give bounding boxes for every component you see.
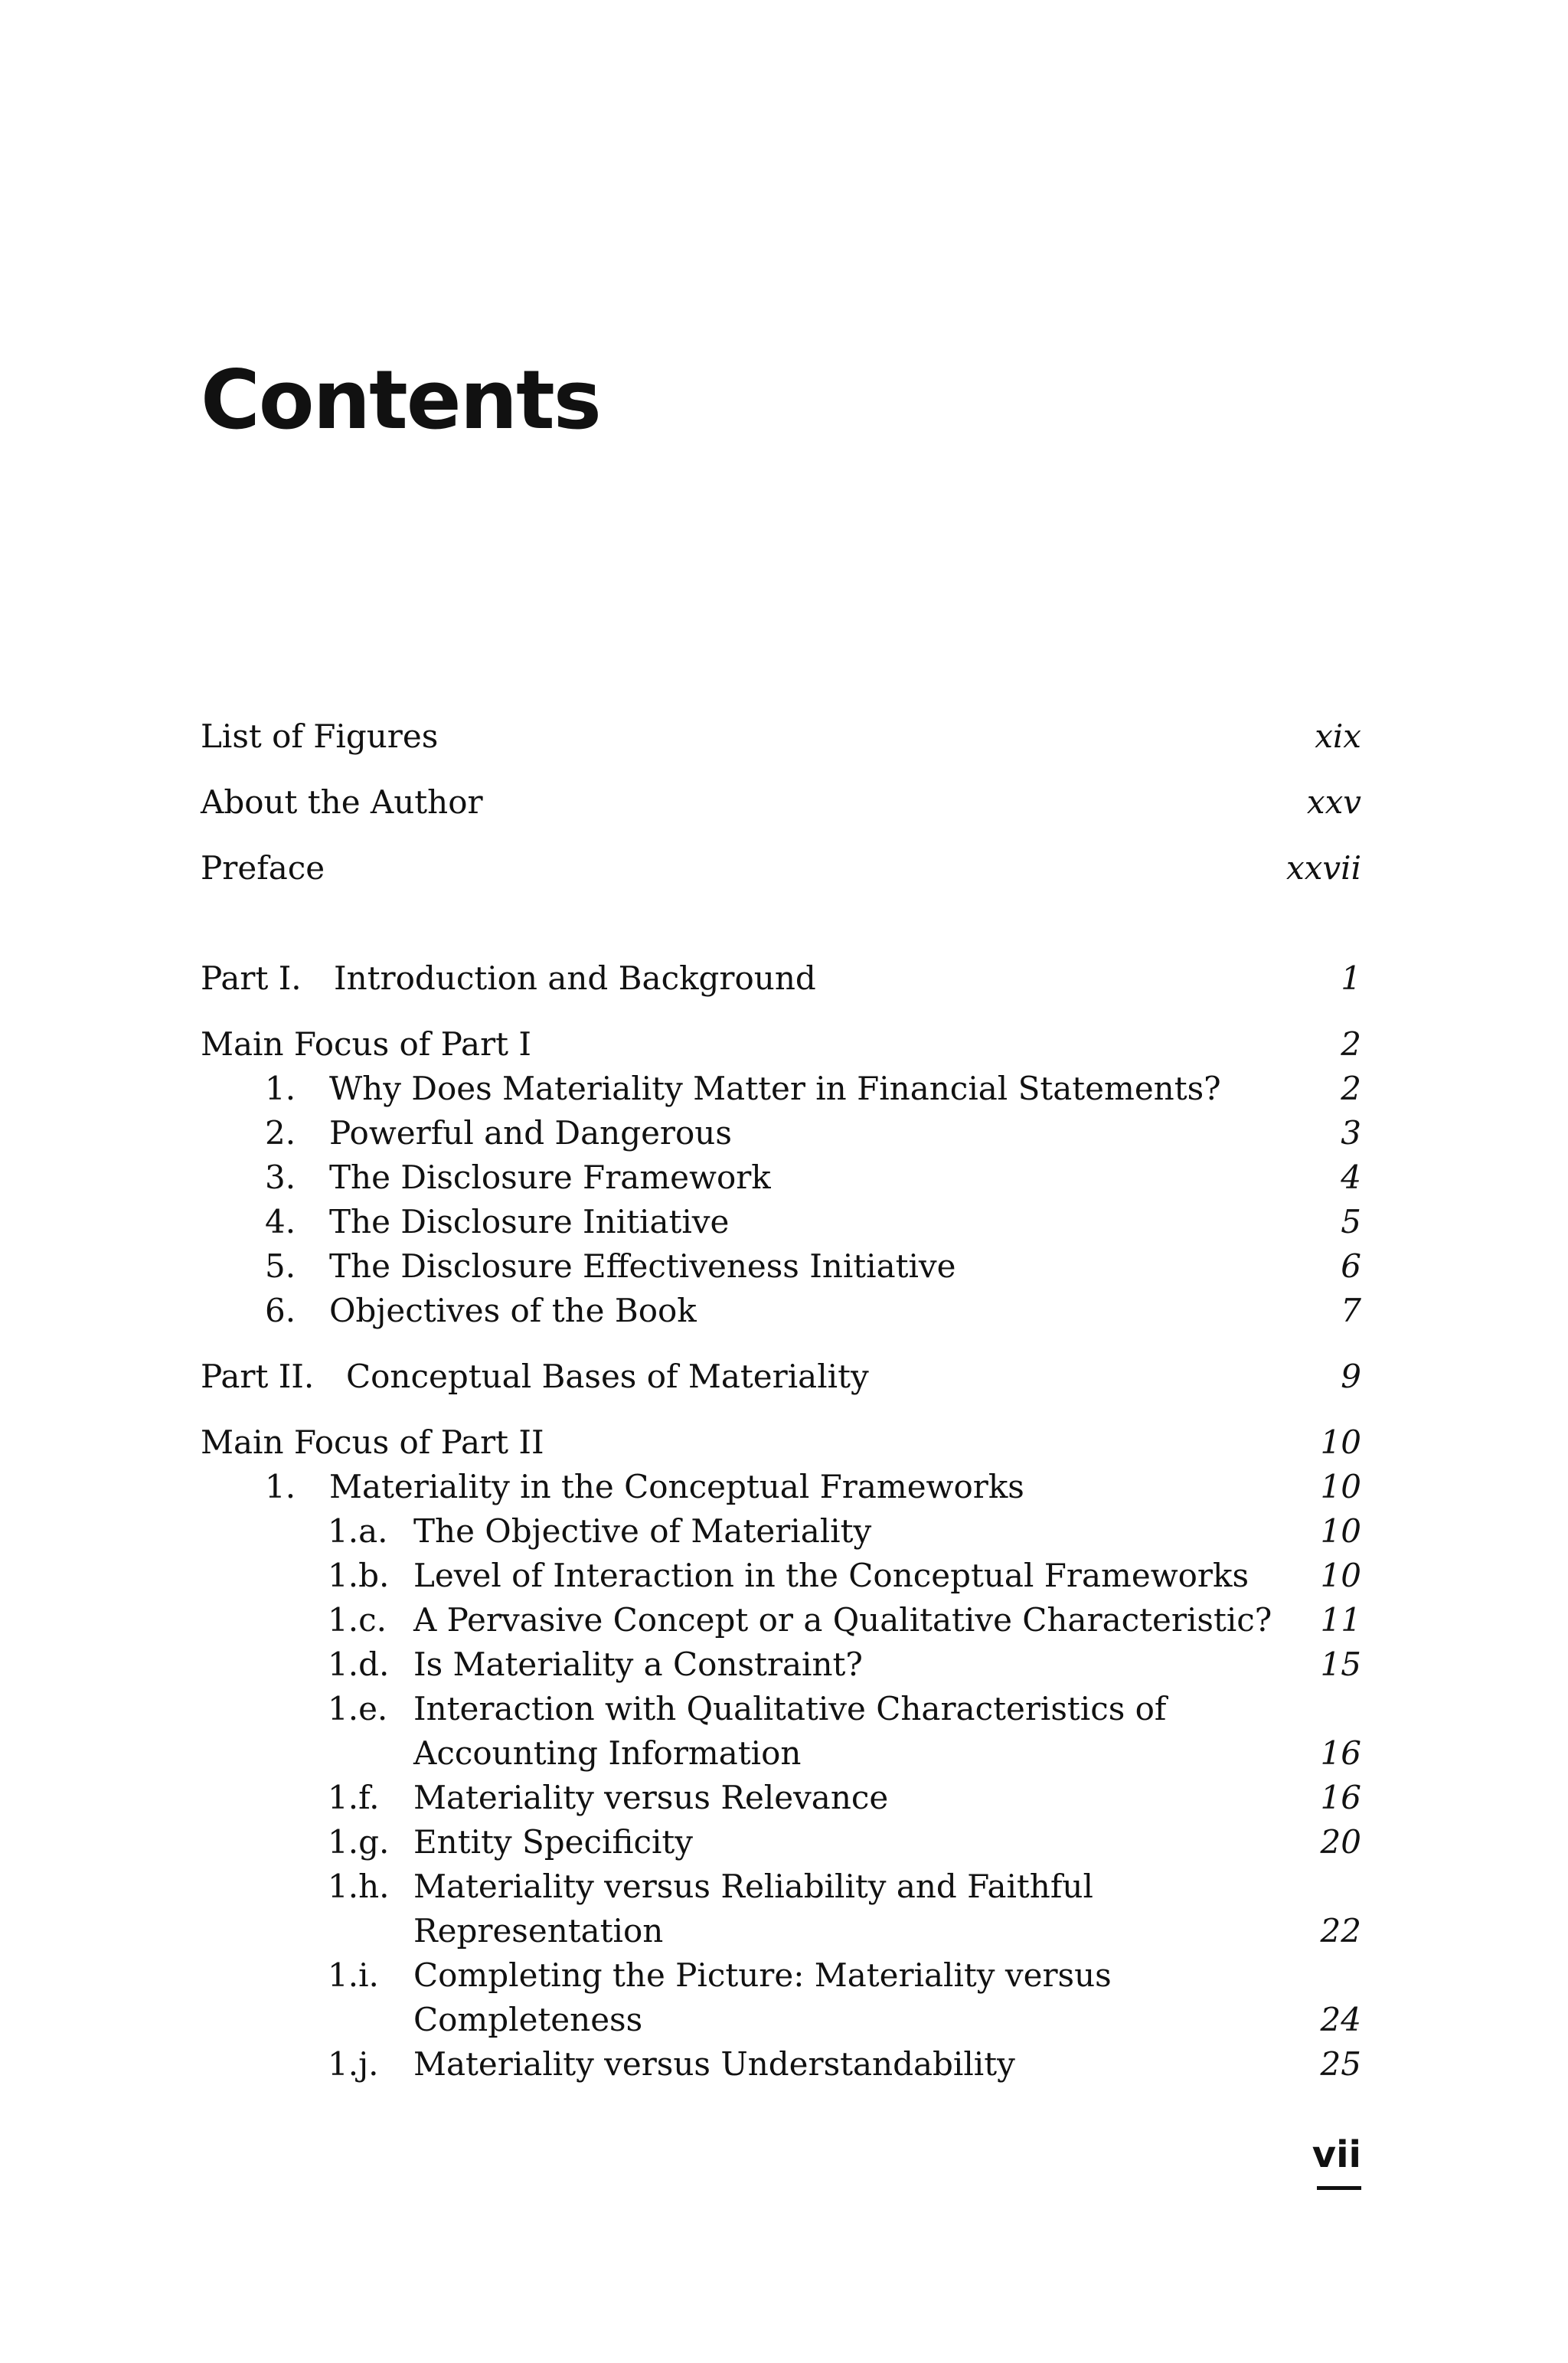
toc-entry-part-i bbox=[201, 957, 816, 1000]
toc-subentry bbox=[328, 1776, 888, 1819]
toc-number: 5. bbox=[265, 1247, 296, 1285]
toc-label: The Disclosure Initiative bbox=[329, 1203, 730, 1240]
toc-label: Level of Interaction in the Conceptual Frameworks bbox=[413, 1557, 1250, 1594]
toc-page-number: 3 bbox=[1341, 1114, 1361, 1152]
toc-number: 1.f. bbox=[328, 1779, 380, 1816]
toc-label: Materiality versus Understandability bbox=[413, 2045, 1015, 2083]
toc-subentry bbox=[328, 1510, 871, 1553]
toc-subentry bbox=[328, 1688, 1166, 1731]
toc-label: Conceptual Bases of Materiality bbox=[346, 1358, 869, 1395]
toc-page-number: 15 bbox=[1320, 1646, 1361, 1683]
toc-entry bbox=[265, 1201, 729, 1244]
folio-page-number: vii bbox=[1312, 2133, 1361, 2176]
toc-label: Introduction and Background bbox=[334, 959, 816, 997]
toc-subentry-continuation bbox=[413, 1732, 801, 1775]
toc-number: 1.e. bbox=[328, 1690, 388, 1727]
toc-page-number: 2 bbox=[1341, 1025, 1361, 1063]
toc-entry bbox=[265, 1466, 1024, 1508]
toc-subentry bbox=[328, 1599, 1272, 1642]
toc-page-number: 10 bbox=[1320, 1557, 1361, 1594]
toc-subentry-continuation bbox=[413, 1999, 642, 2041]
toc-label: About the Author bbox=[201, 783, 483, 821]
toc-page-number: 16 bbox=[1320, 1779, 1361, 1816]
toc-label: List of Figures bbox=[201, 717, 439, 755]
toc-number: 1.a. bbox=[328, 1512, 388, 1550]
toc-page-number: 10 bbox=[1320, 1512, 1361, 1550]
toc-page-number: 1 bbox=[1341, 959, 1361, 997]
toc-number: 1. bbox=[265, 1070, 296, 1107]
page-title: Contents bbox=[201, 353, 600, 447]
toc-label: Is Materiality a Constraint? bbox=[413, 1646, 863, 1683]
toc-label: Entity Specificity bbox=[413, 1823, 694, 1861]
toc-entry-list-of-figures bbox=[201, 715, 438, 758]
toc-label: Completeness bbox=[413, 2001, 643, 2038]
toc-page-number: 16 bbox=[1320, 1734, 1361, 1772]
toc-subentry bbox=[328, 2043, 1015, 2086]
toc-page-number: 5 bbox=[1341, 1203, 1361, 1240]
toc-number: 1.i. bbox=[328, 1956, 379, 1994]
toc-entry-part-ii bbox=[201, 1355, 869, 1398]
toc-entry bbox=[265, 1289, 697, 1332]
toc-number: 1. bbox=[265, 1468, 296, 1505]
toc-page-number: 24 bbox=[1320, 2001, 1361, 2038]
toc-label: Materiality versus Reliability and Faithful bbox=[413, 1868, 1093, 1905]
toc-page-number: 9 bbox=[1341, 1358, 1361, 1395]
toc-entry bbox=[265, 1067, 1221, 1110]
toc-number: 1.c. bbox=[328, 1601, 387, 1639]
toc-entry bbox=[265, 1245, 956, 1288]
toc-page-number: xxvii bbox=[1286, 849, 1361, 887]
toc-page-number: 7 bbox=[1341, 1292, 1361, 1329]
toc-label: A Pervasive Concept or a Qualitative Characteristic? bbox=[413, 1601, 1272, 1639]
toc-label: Interaction with Qualitative Characteristics of bbox=[413, 1690, 1167, 1727]
toc-label: Why Does Materiality Matter in Financial Statements? bbox=[329, 1070, 1221, 1107]
toc-subentry bbox=[328, 1821, 693, 1864]
toc-subentry bbox=[328, 1954, 1112, 1997]
toc-subentry bbox=[328, 1865, 1093, 1908]
toc-page-number: 2 bbox=[1341, 1070, 1361, 1107]
toc-label: Representation bbox=[413, 1912, 664, 1950]
toc-subentry bbox=[328, 1643, 863, 1686]
toc-entry-main-focus-part-i bbox=[201, 1023, 531, 1066]
toc-label: Accounting Information bbox=[413, 1734, 802, 1772]
toc-number: 1.d. bbox=[328, 1646, 390, 1683]
folio-rule bbox=[1317, 2186, 1361, 2190]
toc-number: 2. bbox=[265, 1114, 296, 1152]
toc-label: Main Focus of Part I bbox=[201, 1025, 531, 1063]
toc-label: Preface bbox=[201, 849, 325, 887]
toc-number: Part II. bbox=[201, 1358, 315, 1395]
toc-number: 1.j. bbox=[328, 2045, 379, 2083]
toc-entry bbox=[265, 1156, 771, 1199]
toc-label: Materiality versus Relevance bbox=[413, 1779, 889, 1816]
toc-label: Materiality in the Conceptual Frameworks bbox=[329, 1468, 1024, 1505]
toc-subentry-continuation bbox=[413, 1910, 663, 1953]
toc-number: 1.h. bbox=[328, 1868, 390, 1905]
toc-entry-about-the-author bbox=[201, 781, 483, 824]
toc-page-number: 10 bbox=[1320, 1468, 1361, 1505]
toc-number: Part I. bbox=[201, 959, 302, 997]
toc-page-number: xix bbox=[1315, 717, 1361, 755]
toc-label: Powerful and Dangerous bbox=[329, 1114, 732, 1152]
toc-number: 1.g. bbox=[328, 1823, 390, 1861]
toc-page-number: 4 bbox=[1341, 1159, 1361, 1196]
toc-label: Completing the Picture: Materiality versus bbox=[413, 1956, 1112, 1994]
toc-page-number: 22 bbox=[1320, 1912, 1361, 1950]
toc-entry-preface bbox=[201, 847, 325, 890]
toc-page-number: 6 bbox=[1341, 1247, 1361, 1285]
toc-entry bbox=[265, 1112, 732, 1155]
toc-page-number: 11 bbox=[1320, 1601, 1361, 1639]
toc-number: 3. bbox=[265, 1159, 296, 1196]
toc-page-number: 10 bbox=[1320, 1423, 1361, 1461]
toc-subentry bbox=[328, 1554, 1249, 1597]
toc-label: The Objective of Materiality bbox=[413, 1512, 872, 1550]
toc-label: The Disclosure Effectiveness Initiative bbox=[329, 1247, 956, 1285]
toc-page-number: 20 bbox=[1320, 1823, 1361, 1861]
toc-label: Objectives of the Book bbox=[329, 1292, 697, 1329]
toc-page-number: 25 bbox=[1320, 2045, 1361, 2083]
toc-number: 6. bbox=[265, 1292, 296, 1329]
toc-number: 4. bbox=[265, 1203, 296, 1240]
toc-label: The Disclosure Framework bbox=[329, 1159, 771, 1196]
toc-page-number: xxv bbox=[1306, 783, 1361, 821]
toc-label: Main Focus of Part II bbox=[201, 1423, 544, 1461]
toc-entry-main-focus-part-ii bbox=[201, 1421, 544, 1464]
toc-number: 1.b. bbox=[328, 1557, 390, 1594]
